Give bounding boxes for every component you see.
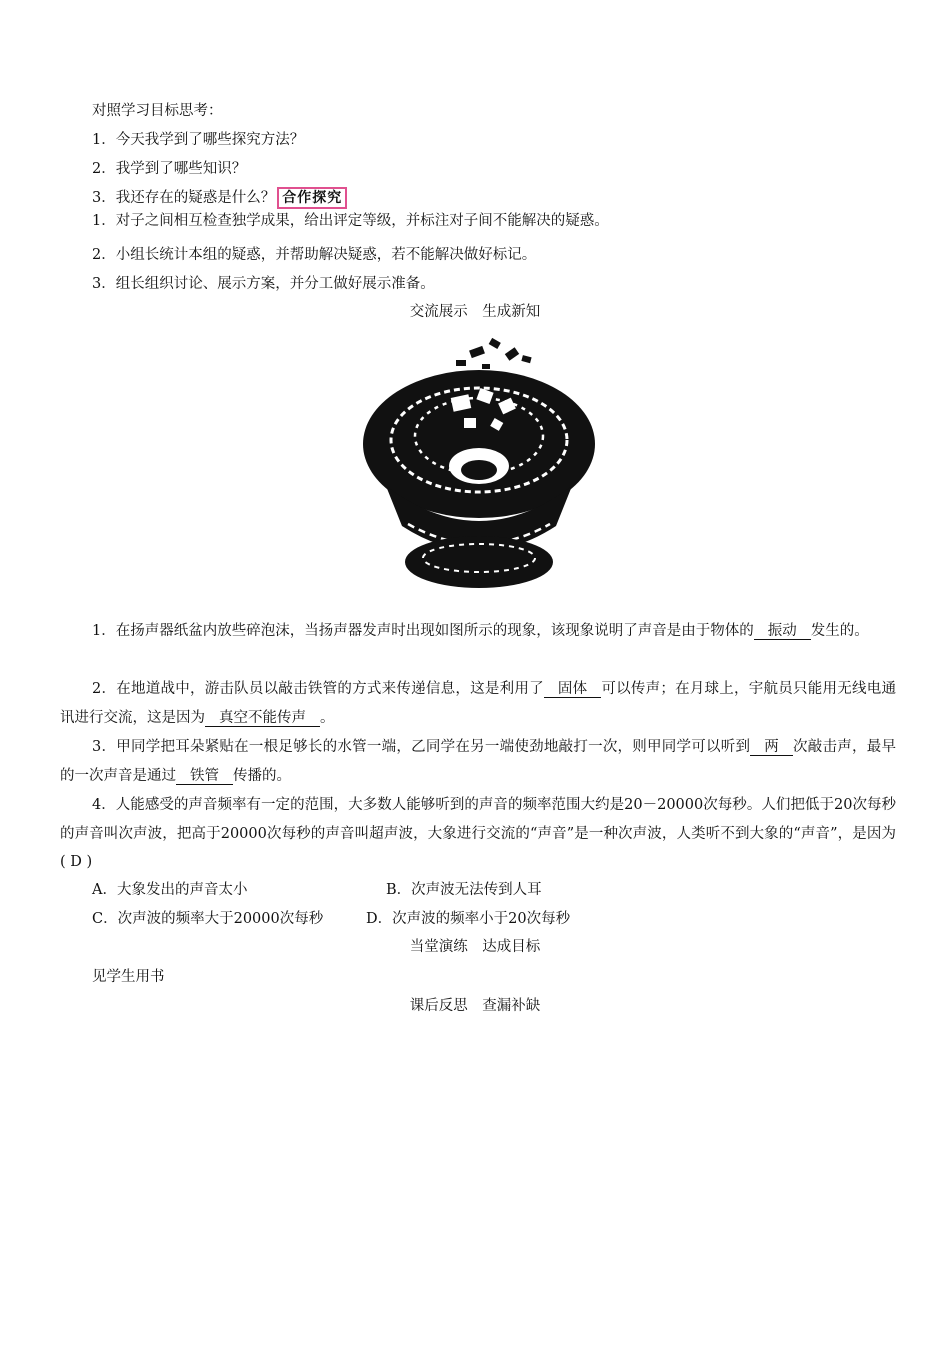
cooperation-item-3: 3．组长组织讨论、展示方案，并分工做好展示准备。	[92, 276, 435, 292]
cooperation-stamp: 合作探究	[277, 187, 347, 209]
reflection-item-1: 1．今天我学到了哪些探究方法？	[92, 132, 305, 148]
foam-bits	[456, 338, 532, 369]
cooperation-item-1: 1．对子之间相互检查独学成果，给出评定等级，并标注对子间不能解决的疑惑。	[92, 213, 609, 229]
q2-answer-2: 真空不能传声	[205, 710, 320, 727]
q4-answer: D	[70, 854, 82, 870]
reflection-item-3-text: 3．我还存在的疑惑是什么？	[92, 190, 276, 206]
cooperation-item-2: 2．小组长统计本组的疑惑，并帮助解决疑惑，若不能解决做好标记。	[92, 247, 537, 263]
section-title-reflection: 课后反思 查漏补缺	[409, 998, 541, 1014]
question-1: 1．在扬声器纸盆内放些碎泡沫，当扬声器发声时出现如图所示的现象，该现象说明了声音是由于物体的 振动 发生的。	[92, 623, 869, 639]
q2-answer-1: 固体	[544, 681, 602, 698]
question-2: 2．在地道战中，游击队员以敲击铁管的方式来传递信息，这是利用了 固体 可以传声；在月球上，宇航员只能用无线电通讯进行交流，这是因为 真空不能传声 。	[60, 681, 897, 726]
reflection-item-2: 2．我学到了哪些知识？	[92, 161, 247, 177]
question-3: 3．甲同学把耳朵紧贴在一根足够长的水管一端，乙同学在另一端使劲地敲打一次，则甲同学可以听到 两 次敲击声，最早的一次声音是通过 铁管 传播的。	[60, 739, 897, 784]
q1-answer: 振动	[754, 623, 811, 640]
section-title-practice: 当堂演练 达成目标	[409, 939, 541, 955]
section-title-exchange: 交流展示 生成新知	[409, 304, 541, 320]
q4-option-d: D．次声波的频率小于20次每秒	[366, 911, 571, 927]
q4-option-a: A．大象发出的声音太小	[92, 882, 248, 898]
reflection-heading: 对照学习目标思考：	[92, 103, 223, 119]
question-4: 4．人能感受的声音频率有一定的范围，大多数人能够听到的声音的频率范围大约是20－20000次每秒。人们把低于20次每秒的声音叫次声波，把高于20000次每秒的声音叫超声波，大象进行交流的“声音”是一种次声波，人类听不到大象的“声音”，是因为( D )	[60, 797, 896, 870]
speaker-figure	[360, 326, 598, 596]
reflection-item-3	[92, 187, 347, 209]
see-student-book: 见学生用书	[92, 969, 165, 985]
q3-answer-2: 铁管	[176, 768, 233, 785]
q4-option-b: B．次声波无法传到人耳	[386, 882, 542, 898]
q3-answer-1: 两	[750, 739, 793, 756]
q4-option-c: C．次声波的频率大于20000次每秒	[92, 911, 324, 927]
